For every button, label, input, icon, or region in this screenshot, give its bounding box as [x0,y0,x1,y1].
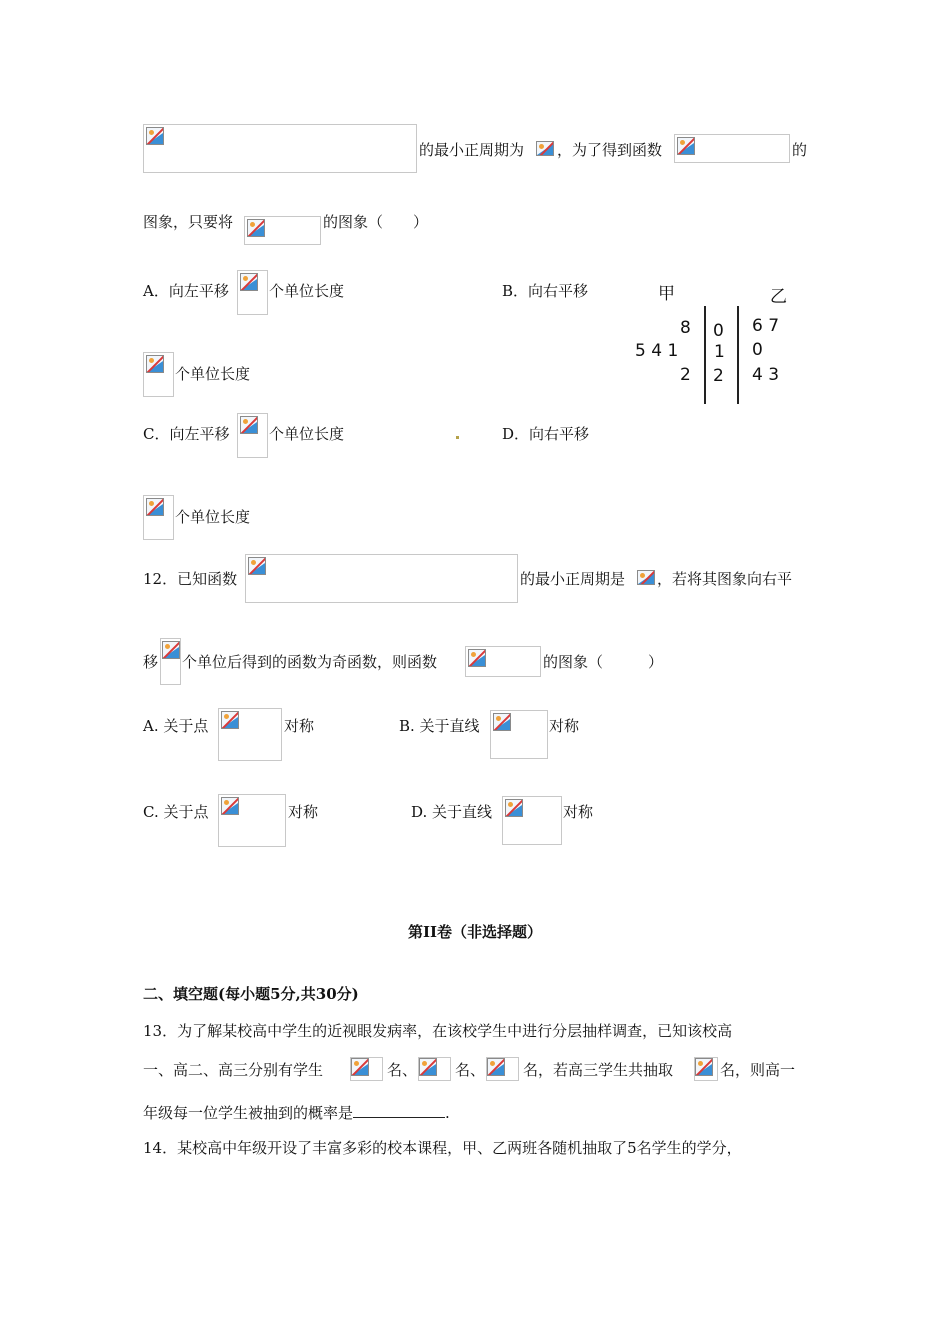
broken-image-icon [146,355,164,373]
q14-text-1: 14．某校高中年级开设了丰富多彩的校本课程，甲、乙两班各随机抽取了5名学生的学分， [143,1139,742,1157]
volume-title: 第II卷（非选择题） [407,923,543,941]
q13-text-2b: 名、 [387,1061,418,1079]
formula-image [637,568,657,588]
q13-text-3b: . [445,1104,450,1122]
stem-leaf-right-leaves: 6 7 [752,316,780,336]
q12-option-b-suffix: 对称 [549,717,580,735]
stem-leaf-plot [620,282,820,407]
q12-option-c: C. 关于点 [143,803,209,821]
q11-option-d: D．向右平移 [502,425,590,443]
q11-option-a-suffix: 个单位长度 [269,282,345,300]
q12-text-1b: 的最小正周期是 [520,570,626,588]
broken-image-icon [240,273,258,291]
stem-leaf-left-header: 甲 [658,284,675,304]
q12-option-d: D. 关于直线 [411,803,493,821]
stem-leaf-left-leaves: 8 [680,318,691,338]
q13-text-2c: 名、 [455,1061,486,1079]
broken-image-icon [221,797,239,815]
q11-option-b-suffix: 个单位长度 [175,365,251,383]
broken-image-icon [487,1058,505,1076]
broken-image-icon [146,127,164,145]
formula-image [245,554,518,603]
formula-image [143,352,174,397]
q12-option-a: A. 关于点 [143,717,209,735]
formula-image [237,413,268,458]
q11-option-c-suffix: 个单位长度 [269,425,345,443]
formula-image [143,495,174,540]
formula-image [160,638,181,685]
q12-text-1c: ，若将其图象向右平 [657,570,793,588]
formula-image [490,710,548,759]
q12-text-1a: 12．已知函数 [143,570,238,588]
q11-text-1a: 的最小正周期为 [419,141,525,159]
q11-text-1b: ，为了得到函数 [557,141,663,159]
formula-image [502,796,562,845]
broken-image-icon [695,1058,713,1076]
q11-option-c: C．向左平移 [143,425,230,443]
stem-leaf-right-leaves: 0 [752,340,763,360]
q11-text-1c: 的 [792,141,808,159]
q12-text-2c: 的图象（ ） [543,653,664,671]
q13-text-2d: 名，若高三学生共抽取 [523,1061,674,1079]
q12-option-b: B. 关于直线 [399,717,480,735]
formula-image [418,1057,451,1081]
q12-option-d-suffix: 对称 [563,803,594,821]
broken-image-icon [146,498,164,516]
q13-text-2e: 名，则高一 [720,1061,796,1079]
q11-text-2b: 的图象（ ） [323,213,429,231]
q11-text-2a: 图象，只要将 [143,213,234,231]
formula-image [218,708,282,761]
stem-leaf-right-header: 乙 [770,287,787,307]
q11-option-b: B．向右平移 [502,282,589,300]
stem-leaf-stem: 1 [714,342,725,362]
stem-leaf-left-leaves: 2 [680,365,691,385]
formula-image [486,1057,519,1081]
broken-image-icon [247,219,265,237]
broken-image-icon [248,557,266,575]
broken-image-icon [419,1058,437,1076]
q11-option-d-suffix: 个单位长度 [175,508,251,526]
formula-image [143,124,417,173]
stem-divider-left [704,306,706,404]
formula-image [237,270,268,315]
q11-option-a: A．向左平移 [143,282,229,300]
formula-image [465,646,541,677]
broken-image-icon [493,713,511,731]
broken-image-icon [536,141,554,156]
q12-option-a-suffix: 对称 [284,717,315,735]
broken-image-icon [468,649,486,667]
q13-text-1: 13．为了解某校高中学生的近视眼发病率，在该校学生中进行分层抽样调查，已知该校高 [143,1022,733,1040]
broken-image-icon [221,711,239,729]
q13-text-3a [143,1101,450,1123]
broken-image-icon [351,1058,369,1076]
stem-leaf-stem: 2 [713,366,724,386]
stem-leaf-right-leaves: 4 3 [752,365,780,385]
section-heading: 二、填空题(每小题5分,共30分) [143,985,359,1003]
stem-divider-right [737,306,739,404]
broken-image-icon [162,641,180,659]
broken-image-icon [677,137,695,155]
formula-image [244,216,321,245]
formula-image [674,134,790,163]
answer-blank[interactable] [353,1101,445,1118]
formula-image [218,794,286,847]
stem-leaf-stem: 0 [713,321,724,341]
q13-text-3a-label: 年级每一位学生被抽到的概率是 [143,1104,354,1122]
q12-text-2a: 移 [143,653,159,671]
broken-image-icon [240,416,258,434]
q12-option-c-suffix: 对称 [288,803,319,821]
q12-text-2b: 个单位后得到的函数为奇函数，则函数 [182,653,438,671]
formula-image [536,139,556,159]
formula-image [350,1057,383,1081]
q13-text-2a: 一、高二、高三分别有学生 [143,1061,324,1079]
broken-image-icon [505,799,523,817]
stem-leaf-left-leaves: 5 4 1 [635,341,679,361]
broken-image-icon [637,570,655,585]
scan-dot [456,436,459,439]
formula-image [694,1057,718,1081]
